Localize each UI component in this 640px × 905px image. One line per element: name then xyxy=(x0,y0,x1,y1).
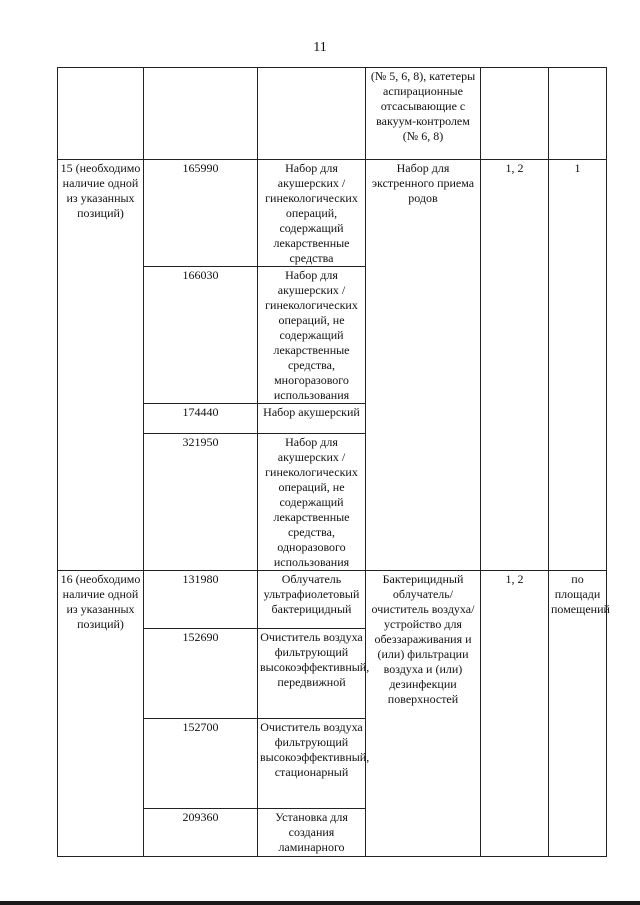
cell-position: 16 (необходимо наличие одной из указанных позиций) xyxy=(58,571,144,857)
cell-code: 165990 xyxy=(144,160,258,267)
cell-quantity xyxy=(549,68,607,160)
cell-code xyxy=(144,68,258,160)
cell-name: Набор для акушерских /гинекологических операций, не содержащий лекарственные средства, одноразового использования xyxy=(258,434,366,571)
cell-name: Установка для создания ламинарного xyxy=(258,809,366,857)
cell-quantity: по площади помещений xyxy=(549,571,607,857)
cell-code: 166030 xyxy=(144,267,258,404)
cell-requirement: 1, 2 xyxy=(481,571,549,857)
cell-name xyxy=(258,68,366,160)
cell-name: Облучатель ультрафиолетовый бактерицидный xyxy=(258,571,366,629)
cell-quantity: 1 xyxy=(549,160,607,571)
cell-position xyxy=(58,68,144,160)
scan-edge xyxy=(0,901,640,905)
cell-code: 321950 xyxy=(144,434,258,571)
cell-description: Бактерицидный облучатель/ очиститель воздуха/ устройство для обеззараживания и (или) фильтрации воздуха и (или) дезинфекции поверхностей xyxy=(366,571,481,857)
cell-code: 152690 xyxy=(144,629,258,719)
table-row xyxy=(58,571,607,629)
cell-position: 15 (необходимо наличие одной из указанных позиций) xyxy=(58,160,144,571)
page-number: 11 xyxy=(313,40,327,55)
cell-name: Набор акушерский xyxy=(258,404,366,434)
cell-code: 152700 xyxy=(144,719,258,809)
cell-code: 209360 xyxy=(144,809,258,857)
cell-name: Очиститель воздуха фильтрующий высокоэффективный, стационарный xyxy=(258,719,366,809)
cell-requirement: 1, 2 xyxy=(481,160,549,571)
table-row-continued xyxy=(58,68,607,160)
cell-code: 131980 xyxy=(144,571,258,629)
cell-description: Набор для экстренного приема родов xyxy=(366,160,481,571)
cell-name: Набор для акушерских /гинекологических операций, содержащий лекарственные средства xyxy=(258,160,366,267)
table-row xyxy=(58,160,607,267)
cell-description: (№ 5, 6, 8), катетеры аспирационные отсасывающие с вакуум-контролем (№ 6, 8) xyxy=(366,68,481,160)
cell-requirement xyxy=(481,68,549,160)
equipment-table xyxy=(57,67,610,857)
cell-name: Очиститель воздуха фильтрующий высокоэффективный, передвижной xyxy=(258,629,366,719)
cell-code: 174440 xyxy=(144,404,258,434)
cell-name: Набор для акушерских /гинекологических операций, не содержащий лекарственные средства, многоразового использования xyxy=(258,267,366,404)
